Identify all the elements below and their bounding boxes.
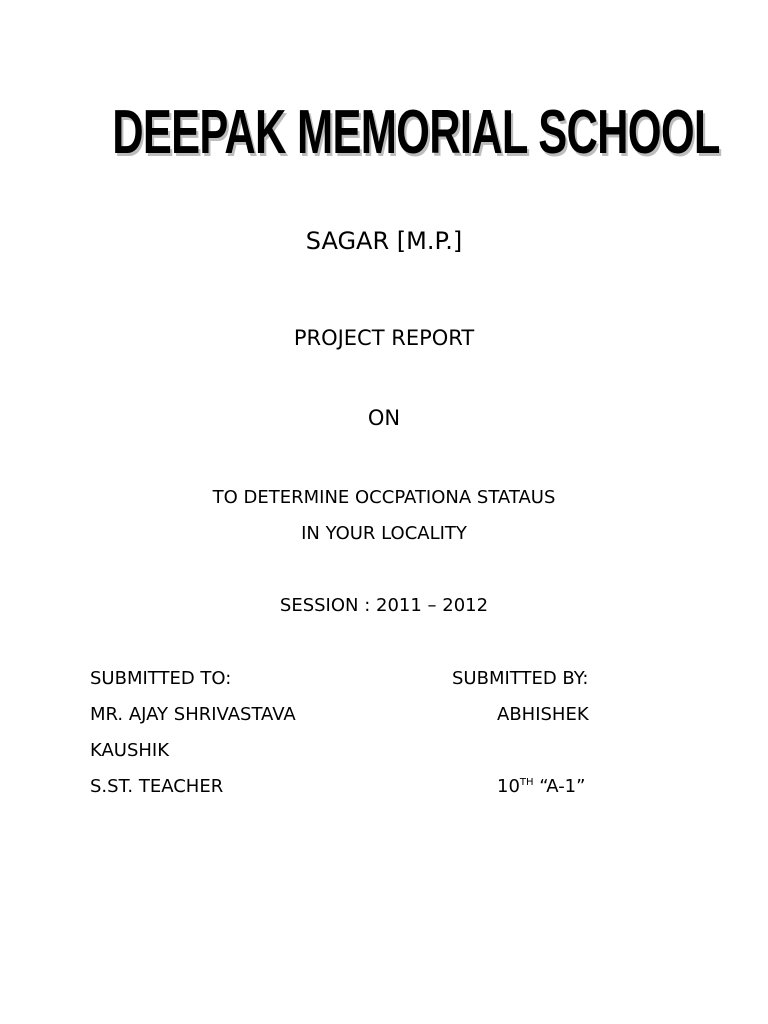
on-text: ON	[367, 406, 401, 430]
topic-line-2: IN YOUR LOCALITY	[301, 523, 467, 544]
student-class	[497, 775, 585, 799]
class-number: 10	[497, 776, 520, 797]
city-line: SAGAR [M.P.]	[305, 227, 463, 255]
class-suffix: TH	[519, 777, 534, 788]
class-section: “A-1”	[533, 776, 586, 797]
report-title: PROJECT REPORT	[293, 326, 475, 350]
session-line: SESSION : 2011 – 2012	[279, 595, 489, 616]
submitted-to-heading: SUBMITTED TO:	[90, 668, 232, 689]
teacher-designation: S.ST. TEACHER	[90, 776, 224, 797]
student-last-name: KAUSHIK	[90, 740, 170, 761]
teacher-name: MR. AJAY SHRIVASTAVA	[90, 704, 296, 725]
submitted-by-heading: SUBMITTED BY:	[452, 668, 589, 689]
student-first-name: ABHISHEK	[497, 704, 589, 725]
school-name-heading: DEEPAK MEMORIAL SCHOOL	[112, 98, 720, 167]
topic-line-1: TO DETERMINE OCCPATIONA STATAUS	[212, 487, 556, 508]
